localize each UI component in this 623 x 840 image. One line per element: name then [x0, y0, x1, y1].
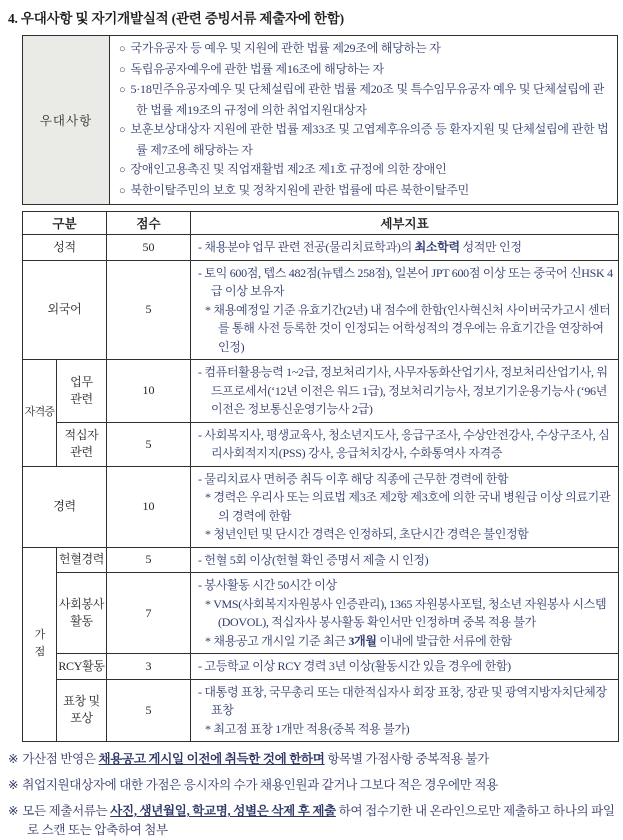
detail-cell	[191, 654, 619, 680]
score-value-cell: 10	[107, 360, 191, 423]
text-segment: 물리치료사 면허증 취득 이후 해당 직종에 근무한 경력에 한함	[204, 471, 509, 486]
score-value-cell: 10	[107, 466, 191, 547]
detail-cell	[191, 422, 619, 466]
detail-paragraph	[198, 683, 613, 720]
detail-cell	[191, 573, 619, 654]
list-prefix: -	[198, 365, 202, 379]
preference-item	[119, 60, 611, 81]
row-label-line: RCY활동	[58, 658, 105, 673]
list-prefix: -	[198, 427, 202, 442]
score-table-body	[23, 212, 619, 742]
column-header-category: 구분	[23, 212, 107, 235]
preference-label-cell: 우대사항	[23, 36, 110, 205]
table-row	[23, 422, 619, 466]
detail-paragraph	[198, 426, 613, 463]
text-segment: 취업지원대상자에 대한 가점은 응시자의 수가 채용인원과 같거나 그보다 적은 경우에만 적용	[22, 778, 498, 792]
row-label-line: 사회봉사	[58, 597, 105, 611]
preference-item-text: 국가유공자 등 예우 및 지원에 관한 법률 제29조에 해당하는 자	[130, 41, 441, 55]
text-segment: 경력은 우리사 또는 의료법 제3조 제2항 제3호에 의한 국내 병원급 이상 의료기관의 경력에 한함	[213, 490, 611, 523]
page-title: 4. 우대사항 및 자기개발실적 (관련 증빙서류 제출자에 한함)	[8, 11, 344, 26]
list-prefix: -	[198, 552, 202, 567]
text-segment: 사진, 생년월일, 학교명, 성별은 삭제 후 제출	[110, 804, 336, 818]
detail-paragraph	[198, 264, 613, 301]
preference-item-text: 북한이탈주민의 보호 및 정착지원에 관한 법률에 따른 북한이탈주민	[130, 182, 470, 197]
text-segment: 이내에 발급한 서류에 한함	[376, 633, 512, 648]
list-prefix: -	[198, 265, 202, 280]
detail-paragraph	[205, 488, 613, 525]
footnote	[8, 750, 619, 769]
row-label-line: 외국어	[47, 302, 82, 317]
detail-paragraph	[198, 657, 613, 676]
score-value-cell: 5	[107, 260, 191, 360]
footnote-marker: ※	[8, 804, 19, 818]
text-segment: 채용분야 업무 관련 전공(물리치료학과)의	[204, 240, 415, 254]
text-segment: 채용예정일 기준 유효기간(2년) 내 점수에 한함(인사혁신처 사이버국가고시 센터를 통해 사전 등록한 것이 인정되는 어학성적의 경우에는 유효기간을 연장하여 인정)	[213, 302, 611, 354]
table-row	[23, 573, 619, 654]
detail-paragraph	[205, 301, 613, 357]
detail-cell	[191, 360, 619, 423]
preference-item-text: 보훈보상대상자 지원에 관한 법률 제33조 및 고엽제후유의증 등 환자지원 및 단체설립에 관한 법률 제7조에 해당하는 자	[130, 122, 609, 157]
bullet-marker: ○	[119, 184, 126, 197]
detail-cell	[191, 235, 619, 261]
column-header-score: 점수	[107, 212, 191, 235]
text-segment: 채용공고 게시일 이전에 취득한 것에 한하며	[98, 752, 325, 766]
row-label-cell	[23, 235, 107, 261]
score-table	[22, 211, 619, 742]
text-segment: 항목별 가점사항 중복적용 불가	[324, 752, 489, 766]
preference-row	[23, 36, 618, 205]
preference-item-text: 장애인고용촉진 및 직업재활법 제2조 제1호 규정에 의한 장애인	[130, 162, 447, 176]
text-segment: 모든 제출서류는	[22, 804, 111, 818]
list-prefix: *	[205, 633, 211, 648]
score-value-cell: 7	[107, 573, 191, 654]
row-label-line: 헌혈경력	[58, 552, 105, 567]
text-segment: 가산점 반영은	[22, 752, 99, 766]
list-prefix: *	[205, 490, 211, 504]
row-label-line: 관련	[70, 445, 93, 459]
text-segment: VMS(사회복지자원봉사 인증관리), 1365 자원봉사포털, 청소년 자원봉사 시스템(DOVOL), 적십자사 봉사활동 확인서만 인정하며 중복 적용 불가	[213, 596, 607, 629]
list-prefix: -	[198, 659, 202, 673]
score-value-cell: 5	[107, 422, 191, 466]
preference-item	[119, 120, 611, 160]
preference-table	[22, 35, 618, 205]
preference-item	[119, 80, 611, 120]
row-label-line: 포상	[70, 711, 93, 726]
detail-paragraph	[205, 525, 613, 544]
text-segment: 고등학교 이상 RCY 경력 3년 이상(활동시간 있을 경우에 한함)	[204, 659, 511, 673]
list-prefix: *	[205, 527, 211, 541]
detail-cell	[191, 260, 619, 360]
detail-paragraph	[198, 576, 613, 595]
list-prefix: *	[205, 596, 211, 611]
preference-item	[119, 39, 611, 60]
row-label-cell	[23, 260, 107, 360]
row-label-cell	[57, 547, 107, 573]
score-value-cell: 5	[107, 679, 191, 742]
detail-paragraph	[205, 595, 613, 632]
detail-cell	[191, 466, 619, 547]
text-segment: 대통령 표창, 국무총리 또는 대한적십자사 회장 표창, 장관 및 광역지방자치단체장 표창	[204, 684, 607, 717]
row-label-line: 업무	[70, 374, 93, 389]
score-value-cell: 5	[107, 547, 191, 573]
preference-item-text: 5·18민주유공자예우 및 단체설립에 관한 법률 제20조 및 특수임무유공자 예우 및 단체설립에 관한 법률 제19조의 규정에 의한 취업지원대상자	[130, 82, 605, 117]
detail-paragraph	[198, 551, 613, 570]
bullet-marker: ○	[119, 124, 126, 136]
list-prefix: -	[198, 240, 202, 254]
detail-paragraph	[205, 632, 613, 651]
group-label-line: 자격증	[24, 406, 55, 419]
detail-paragraph	[198, 238, 613, 257]
text-segment: 청년인턴 및 단시간 경력은 인정하되, 초단시간 경력은 불인정함	[213, 527, 529, 541]
group-label-line: 가	[34, 629, 45, 642]
list-prefix: *	[205, 302, 211, 317]
row-label-cell	[57, 679, 107, 742]
table-row	[23, 235, 619, 261]
text-segment: 사회복지사, 평생교육사, 청소년지도사, 응급구조사, 수상안전강사, 수상구조사, 심리사회적지지(PSS) 강사, 응급처치강사, 수화통역사 자격증	[204, 427, 610, 460]
preference-item-text: 독립유공자예우에 관한 법률 제16조에 해당하는 자	[130, 61, 384, 76]
table-row	[23, 654, 619, 680]
table-row	[23, 360, 619, 423]
text-segment: 헌혈 5회 이상(헌혈 확인 증명서 제출 시 인정)	[204, 552, 429, 567]
preference-items-cell	[110, 36, 618, 205]
row-label-cell	[23, 466, 107, 547]
footnote	[8, 776, 619, 795]
text-segment: 봉사활동 시간 50시간 이상	[204, 578, 337, 592]
list-prefix: -	[198, 684, 202, 699]
table-row	[23, 679, 619, 742]
text-segment: 컴퓨터활용능력 1~2급, 정보처리기사, 사무자동화산업기사, 정보처리산업기사, 워드프로세서(‘12년 이전은 워드 1급), 정보처리기능사, 정보기기운용기능사 (‘96년 이전은 정보통신운영기능사 2급)	[204, 365, 608, 416]
list-prefix: -	[198, 471, 202, 486]
bullet-marker: ○	[119, 43, 126, 55]
footnote	[8, 802, 619, 840]
detail-paragraph	[205, 720, 613, 739]
group-label-cell	[23, 547, 57, 742]
text-segment: 채용공고 개시일 기준 최근	[213, 633, 349, 648]
list-prefix: *	[205, 721, 211, 736]
preference-item	[119, 181, 611, 202]
detail-cell	[191, 679, 619, 742]
preference-item	[119, 160, 611, 181]
row-label-cell	[57, 422, 107, 466]
row-label-line: 성적	[53, 239, 76, 254]
row-label-line: 적십자	[64, 428, 99, 442]
detail-paragraph	[198, 363, 613, 419]
row-label-line: 경력	[53, 499, 76, 513]
row-label-line: 관련	[70, 391, 93, 406]
group-label-line: 점	[34, 646, 45, 659]
row-label-cell	[57, 360, 107, 423]
column-header-detail: 세부지표	[191, 212, 619, 235]
row-label-cell	[57, 654, 107, 680]
row-label-line: 활동	[70, 614, 93, 628]
group-label-cell	[23, 360, 57, 467]
footnote-marker: ※	[8, 778, 19, 792]
row-label-line: 표창 및	[63, 694, 100, 709]
table-row	[23, 260, 619, 360]
footnotes	[8, 750, 619, 840]
score-value-cell: 50	[107, 235, 191, 261]
table-row	[23, 466, 619, 547]
row-label-cell	[57, 573, 107, 654]
text-segment: 하여 접수기한 내 온라인으로만 제출하고 하나의 파일로 스캔 또는 압축하여 첨부	[27, 804, 615, 837]
detail-paragraph	[198, 470, 613, 489]
detail-cell	[191, 547, 619, 573]
text-segment: 최고점 표창 1개만 적용(중복 적용 불가)	[213, 721, 410, 736]
text-segment: 3개월	[348, 633, 377, 648]
score-table-header-row	[23, 212, 619, 235]
footnote-marker: ※	[8, 752, 19, 766]
text-segment: 토익 600점, 텝스 482점(뉴텝스 258점), 일본어 JPT 600점 이상 또는 중국어 신HSK 4급 이상 보유자	[204, 265, 613, 298]
bullet-marker: ○	[119, 164, 126, 176]
document-page	[0, 7, 623, 835]
bullet-marker: ○	[119, 84, 126, 96]
list-prefix: -	[198, 578, 202, 592]
bullet-marker: ○	[119, 63, 126, 76]
table-row	[23, 547, 619, 573]
score-value-cell: 3	[107, 654, 191, 680]
text-segment: 최소학력	[414, 240, 460, 254]
text-segment: 성적만 인정	[459, 240, 522, 254]
